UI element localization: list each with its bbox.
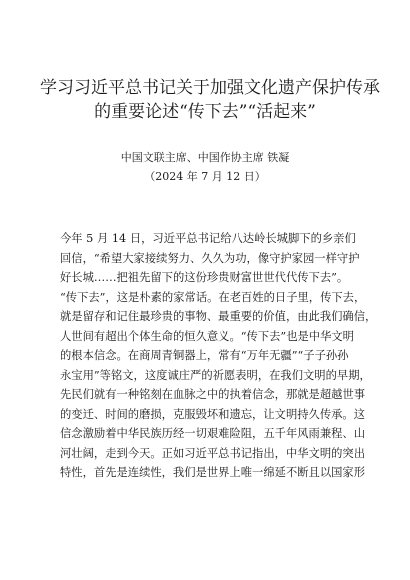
document-title bbox=[40, 76, 380, 124]
body-line: “传下去”，这是朴素的家常话。在老百姓的日子里，传下去， bbox=[60, 290, 366, 304]
body-line: 回信，“希望大家接续努力、久久为功，像守护家园一样守护 bbox=[60, 251, 360, 265]
body-line: 的变迁、时间的磨损，克服毁坏和遗忘，让文明持久传承。这 bbox=[60, 407, 366, 421]
body-line: 河壮阔，走到今天。正如习近平总书记指出，中华文明的突出 bbox=[60, 446, 366, 460]
body-line: 信念激励着中华民族历经一切艰难险阻，五千年风雨兼程、山 bbox=[60, 427, 366, 440]
body-line: 就是留存和记住最珍贵的事物、最重要的价值，由此我们确信， bbox=[60, 310, 377, 323]
body-line: 今年 5 月 14 日，习近平总书记给八达岭长城脚下的乡亲们 bbox=[60, 232, 356, 245]
body-line: 人世间有超出个体生命的恒久意义。“传下去”也是中华文明 bbox=[60, 329, 354, 343]
title-line: 的重要论述“传下去”“活起来” bbox=[94, 102, 316, 122]
article-body bbox=[60, 229, 377, 483]
body-line: 特性，首先是连续性，我们是世界上唯一绵延不断且以国家形 bbox=[60, 466, 366, 479]
body-line: 永宝用”等铭文，这度诚庄严的祈愿表明，在我们文明的早期， bbox=[60, 368, 371, 382]
body-line: 先民们就有一种铭刻在血脉之中的执着信念，那就是超越世事 bbox=[60, 388, 366, 401]
body-line: 好长城……把祖先留下的这份珍贵财富世世代代传下去”。 bbox=[60, 271, 349, 284]
title-line: 学习习近平总书记关于加强文化遗产保护传承 bbox=[40, 78, 380, 98]
publication-date: （2024 年 7 月 12 日） bbox=[144, 170, 266, 183]
author-byline: 中国文联主席、中国作协主席 铁凝 bbox=[120, 151, 290, 164]
body-line: 的根本信念。在商周青铜器上，常有“万年无疆”“子子孙孙 bbox=[60, 349, 349, 362]
